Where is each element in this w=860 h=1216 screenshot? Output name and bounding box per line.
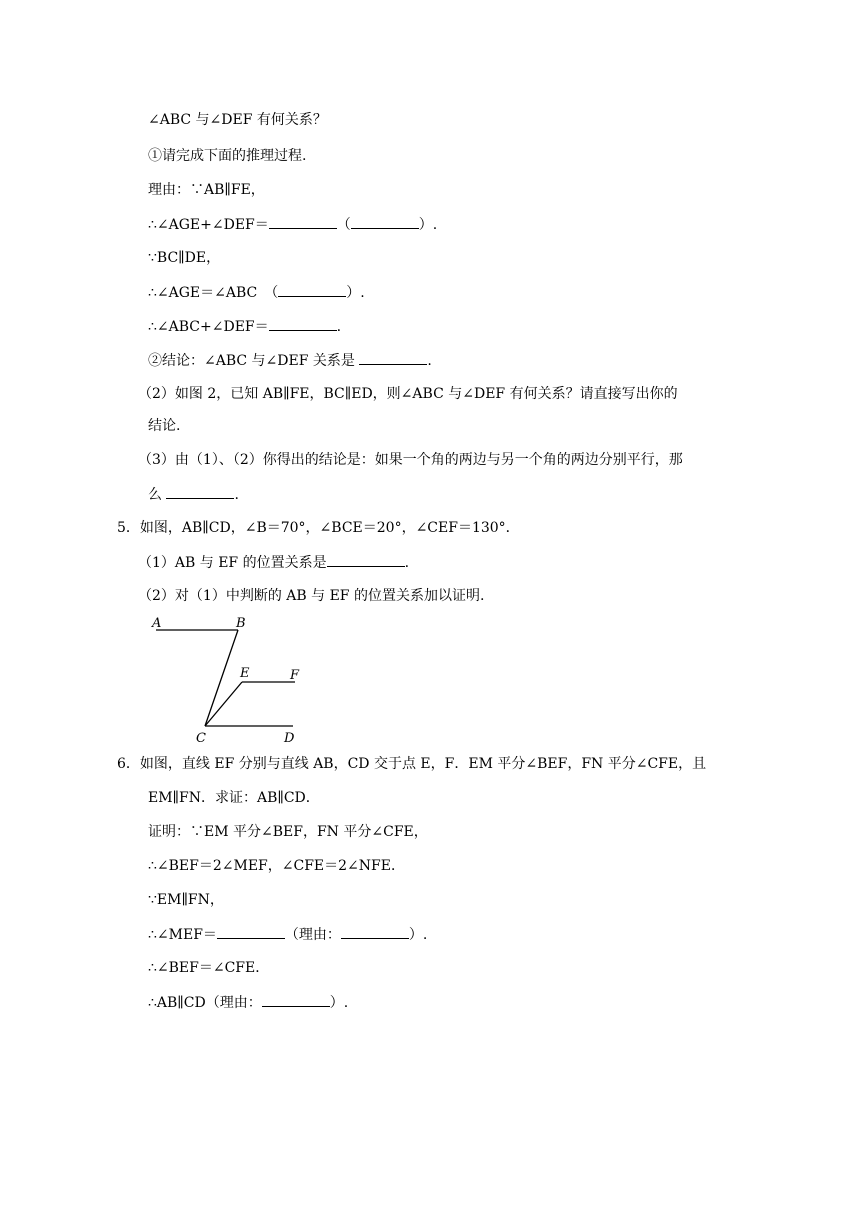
text-line: ∴∠BEF＝∠CFE．: [148, 960, 270, 976]
text-line: [138, 552, 409, 573]
question-5: 5．如图，AB∥CD，∠B＝70°，∠BCE＝20°，∠CEF＝130°．: [117, 520, 520, 536]
text-line: ①请完成下面的推理过程.: [148, 148, 307, 164]
text: （理由：: [284, 927, 341, 943]
label-a: A: [152, 616, 162, 631]
text-line: [148, 992, 348, 1013]
text-line: （2）对（1）中判断的 AB 与 EF 的位置关系加以证明.: [138, 588, 485, 604]
label-c: C: [196, 731, 206, 746]
text: .: [427, 353, 432, 369]
text-line: [148, 316, 341, 337]
text: ）.: [346, 285, 365, 301]
text: ∴∠AGE+∠DEF＝: [148, 217, 269, 233]
segment-ce: [205, 682, 242, 726]
label-b: B: [236, 616, 246, 631]
text-line: ∵EM∥FN，: [148, 892, 224, 908]
text: .: [336, 319, 342, 335]
label-f: F: [290, 668, 300, 683]
text: （1）AB 与 EF 的位置关系是: [138, 555, 327, 571]
text-line: 证明：∵EM 平分∠BEF，FN 平分∠CFE，: [148, 824, 428, 840]
text: .: [404, 555, 410, 571]
text-line: 结论.: [148, 418, 181, 434]
text-line: EM∥FN．求证：AB∥CD．: [148, 790, 320, 806]
text-line: ∵BC∥DE，: [148, 250, 221, 266]
text: （: [336, 217, 351, 233]
answer-blank[interactable]: [341, 924, 409, 939]
geometry-figure: [150, 612, 310, 746]
answer-blank[interactable]: [166, 484, 234, 499]
text-line: [148, 484, 239, 505]
segment-bc: [205, 630, 238, 726]
text: ）.: [329, 995, 349, 1011]
text-line: [148, 350, 432, 371]
text: ∴∠ABC+∠DEF＝: [148, 319, 269, 335]
text-line: ∴∠BEF＝2∠MEF，∠CFE＝2∠NFE．: [148, 858, 405, 874]
answer-blank[interactable]: [269, 316, 337, 331]
text-line: 理由：∵AB∥FE，: [148, 182, 265, 198]
text-line: [148, 924, 427, 945]
question-6: 6．如图，直线 EF 分别与直线 AB，CD 交于点 E，F．EM 平分∠BEF，FN 平分∠CFE，且: [117, 756, 707, 772]
text-line: ∠ABC 与∠DEF 有何关系？: [148, 112, 327, 128]
text: ②结论：∠ABC 与∠DEF 关系是: [148, 353, 355, 369]
text: ）.: [408, 927, 428, 943]
text-line: （2）如图 2，已知 AB∥FE，BC∥ED，则∠ABC 与∠DEF 有何关系？请直接写出你的: [138, 386, 678, 402]
answer-blank[interactable]: [351, 214, 419, 229]
text-line: [148, 214, 437, 235]
answer-blank[interactable]: [359, 350, 427, 365]
label-d: D: [284, 731, 295, 746]
text: ∴∠AGE＝∠ABC （: [148, 285, 279, 301]
text-line: [148, 282, 365, 303]
text: ∴AB∥CD（理由：: [148, 995, 262, 1011]
label-e: E: [240, 666, 250, 681]
text: ∴∠MEF＝: [148, 927, 217, 943]
text: .: [234, 487, 239, 503]
text: ）.: [418, 217, 438, 233]
text-line: （3）由（1）、（2）你得出的结论是：如果一个角的两边与另一个角的两边分别平行，那: [138, 452, 683, 468]
answer-blank[interactable]: [217, 924, 285, 939]
answer-blank[interactable]: [269, 214, 337, 229]
answer-blank[interactable]: [278, 282, 346, 297]
answer-blank[interactable]: [327, 552, 405, 567]
text: 么: [148, 487, 162, 503]
answer-blank[interactable]: [262, 992, 330, 1007]
